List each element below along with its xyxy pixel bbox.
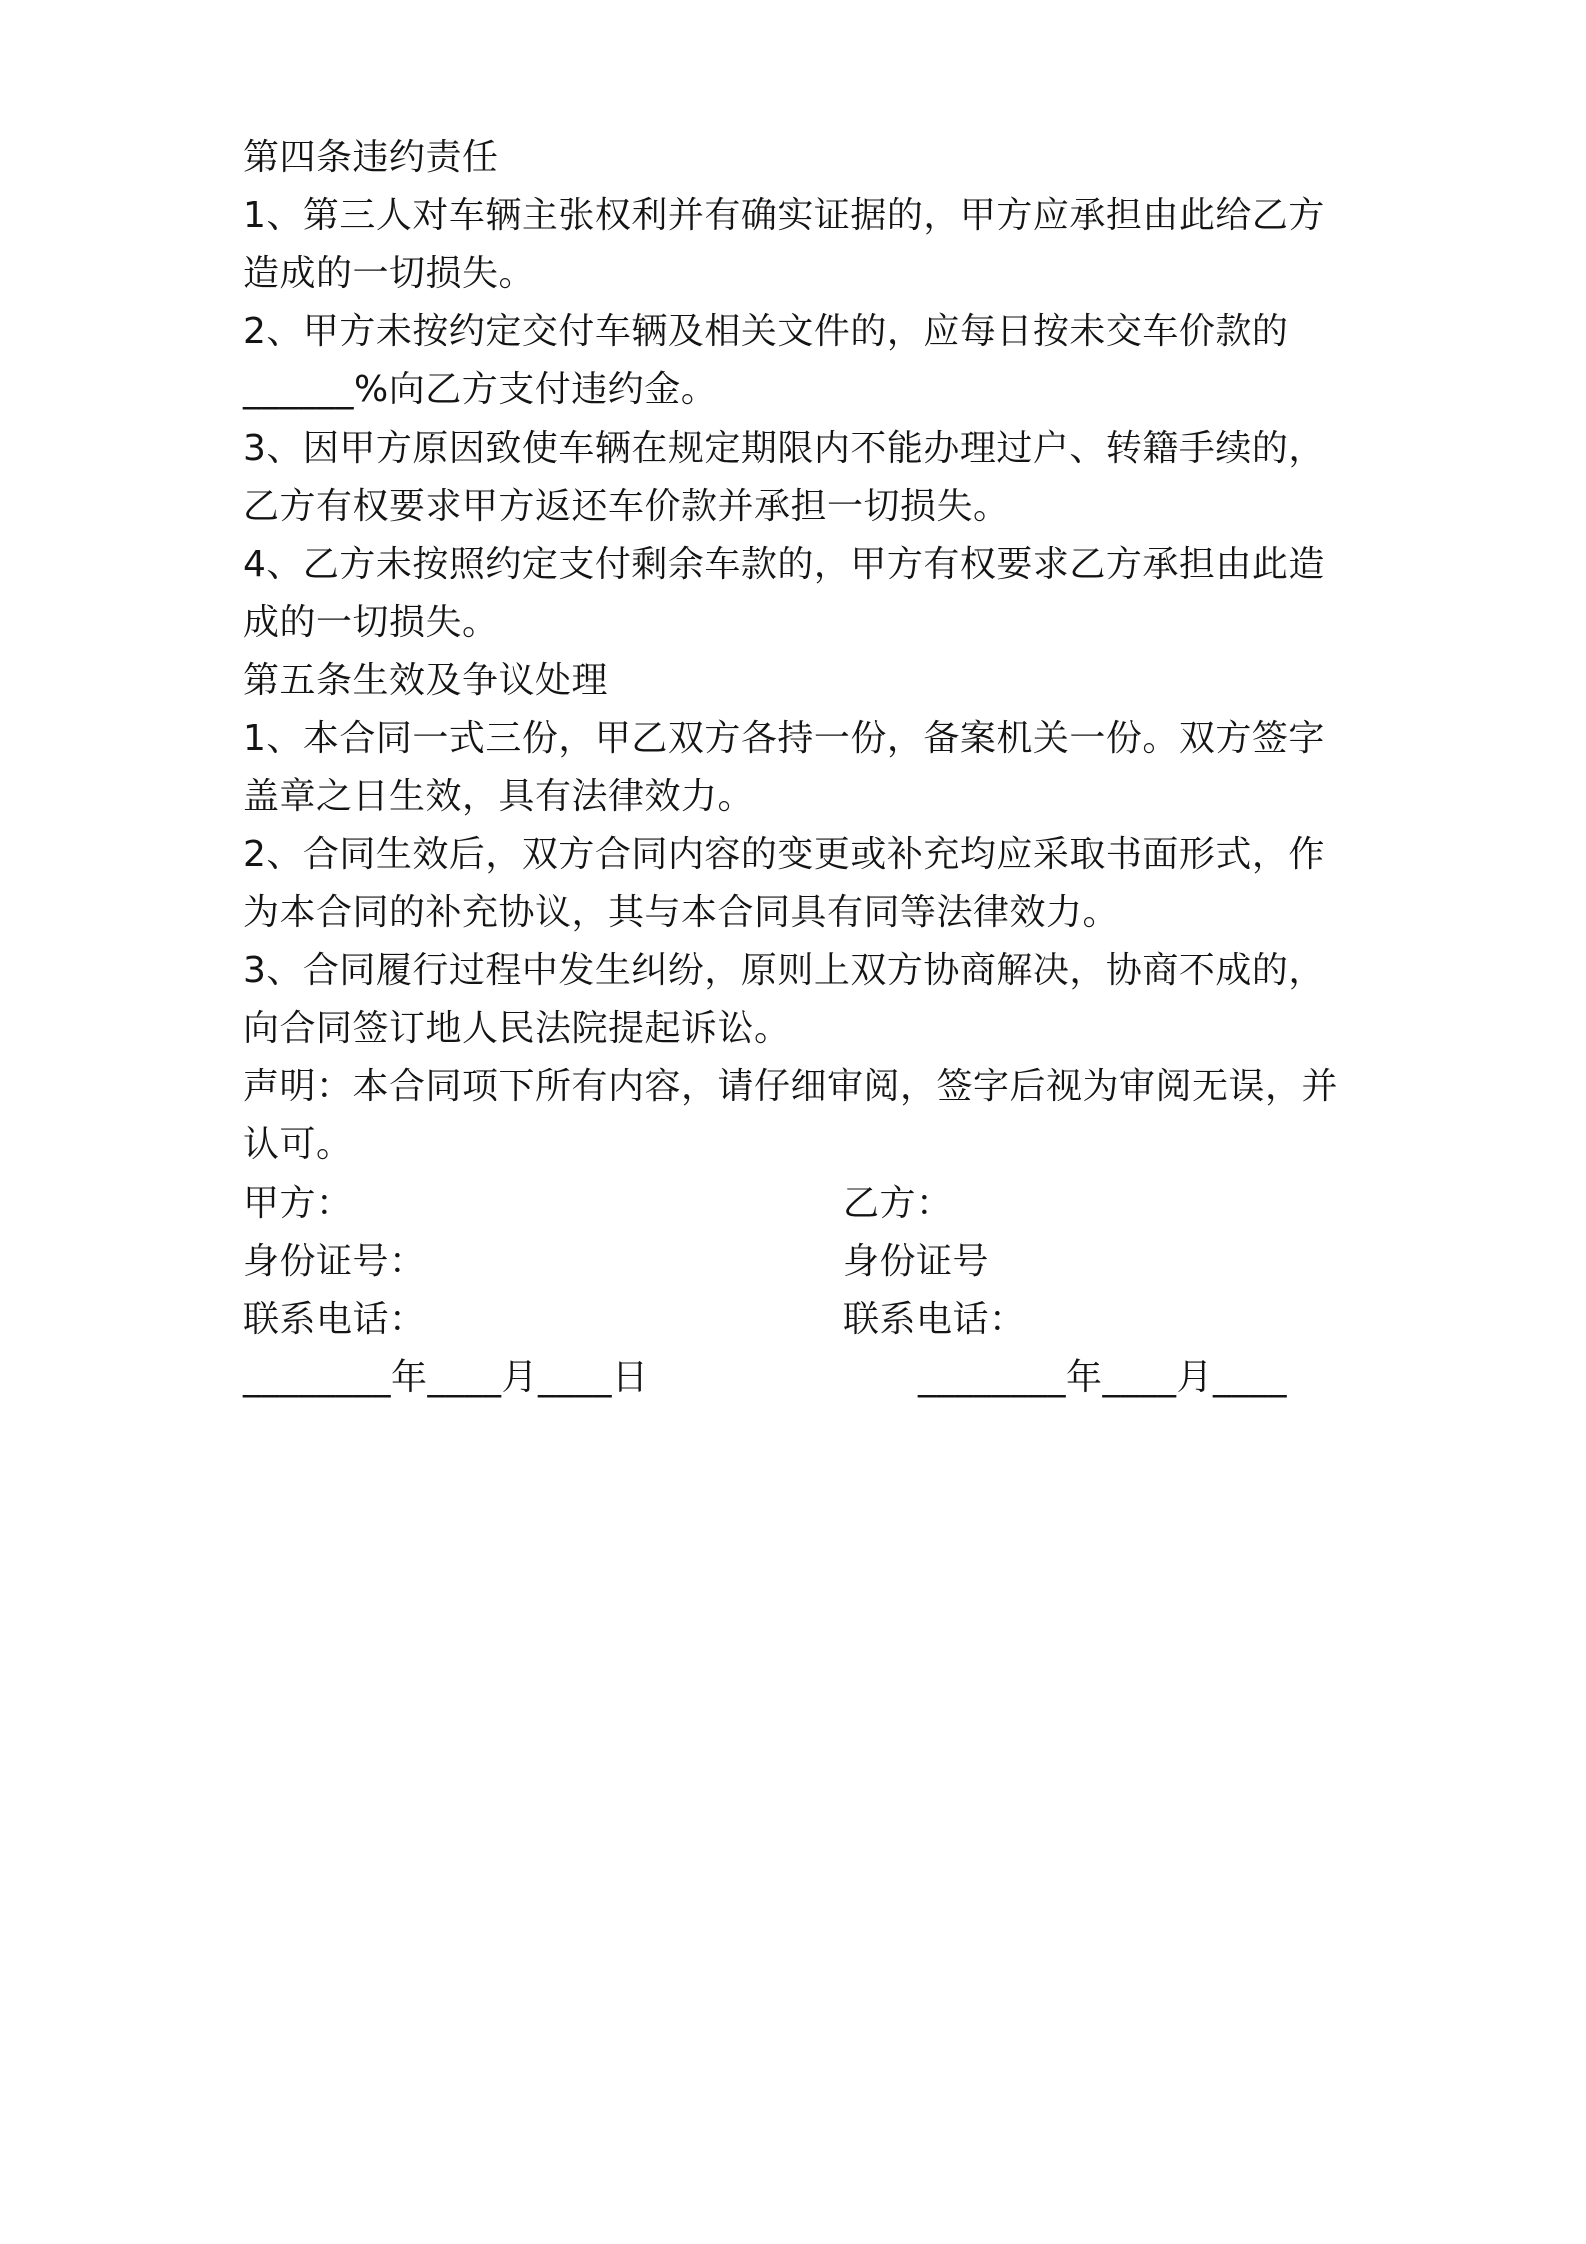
article4-clause3-line1: 3、因甲方原因致使车辆在规定期限内不能办理过户、转籍手续的， (243, 428, 1325, 469)
article4-clause1-line2: 造成的一切损失。 (243, 253, 536, 294)
article5-clause2-line1: 2、合同生效后，双方合同内容的变更或补充均应采取书面形式，作 (243, 834, 1325, 875)
party-b-label: 乙方： (843, 1183, 953, 1224)
article4-clause2-line1: 2、甲方未按约定交付车辆及相关文件的，应每日按未交车价款的 (243, 311, 1289, 352)
article4-heading: 第四条违约责任 (243, 137, 499, 178)
article5-clause3-line1: 3、合同履行过程中发生纠纷，原则上双方协商解决，协商不成的， (243, 950, 1325, 991)
article5-clause2-line2: 为本合同的补充协议，其与本合同具有同等法律效力。 (243, 892, 1120, 933)
party-b-date: ________年____月____ (918, 1357, 1287, 1398)
party-a-phone-label: 联系电话： (243, 1299, 426, 1340)
article5-clause1-line1: 1、本合同一式三份，甲乙双方各持一份，备案机关一份。双方签字 (243, 718, 1325, 759)
article4-clause4-line2: 成的一切损失。 (243, 602, 499, 643)
article5-heading: 第五条生效及争议处理 (243, 660, 609, 701)
article5-clause3-line2: 向合同签订地人民法院提起诉讼。 (243, 1008, 791, 1049)
party-b-phone-label: 联系电话： (843, 1299, 1026, 1340)
declaration-line1: 声明：本合同项下所有内容，请仔细审阅，签字后视为审阅无误，并 (243, 1066, 1339, 1107)
article5-clause1-line2: 盖章之日生效，具有法律效力。 (243, 776, 755, 817)
party-b-id-label: 身份证号 (843, 1241, 990, 1282)
party-a-date: ________年____月____日 (243, 1357, 649, 1398)
party-a-label: 甲方： (243, 1183, 353, 1224)
declaration-line2: 认可。 (243, 1124, 353, 1165)
party-a-id-label: 身份证号： (243, 1241, 426, 1282)
article4-clause2-line2: ______%向乙方支付违约金。 (243, 369, 718, 410)
article4-clause3-line2: 乙方有权要求甲方返还车价款并承担一切损失。 (243, 486, 1010, 527)
article4-clause1-line1: 1、第三人对车辆主张权利并有确实证据的，甲方应承担由此给乙方 (243, 195, 1325, 236)
article4-clause4-line1: 4、乙方未按照约定支付剩余车款的，甲方有权要求乙方承担由此造 (243, 544, 1325, 585)
